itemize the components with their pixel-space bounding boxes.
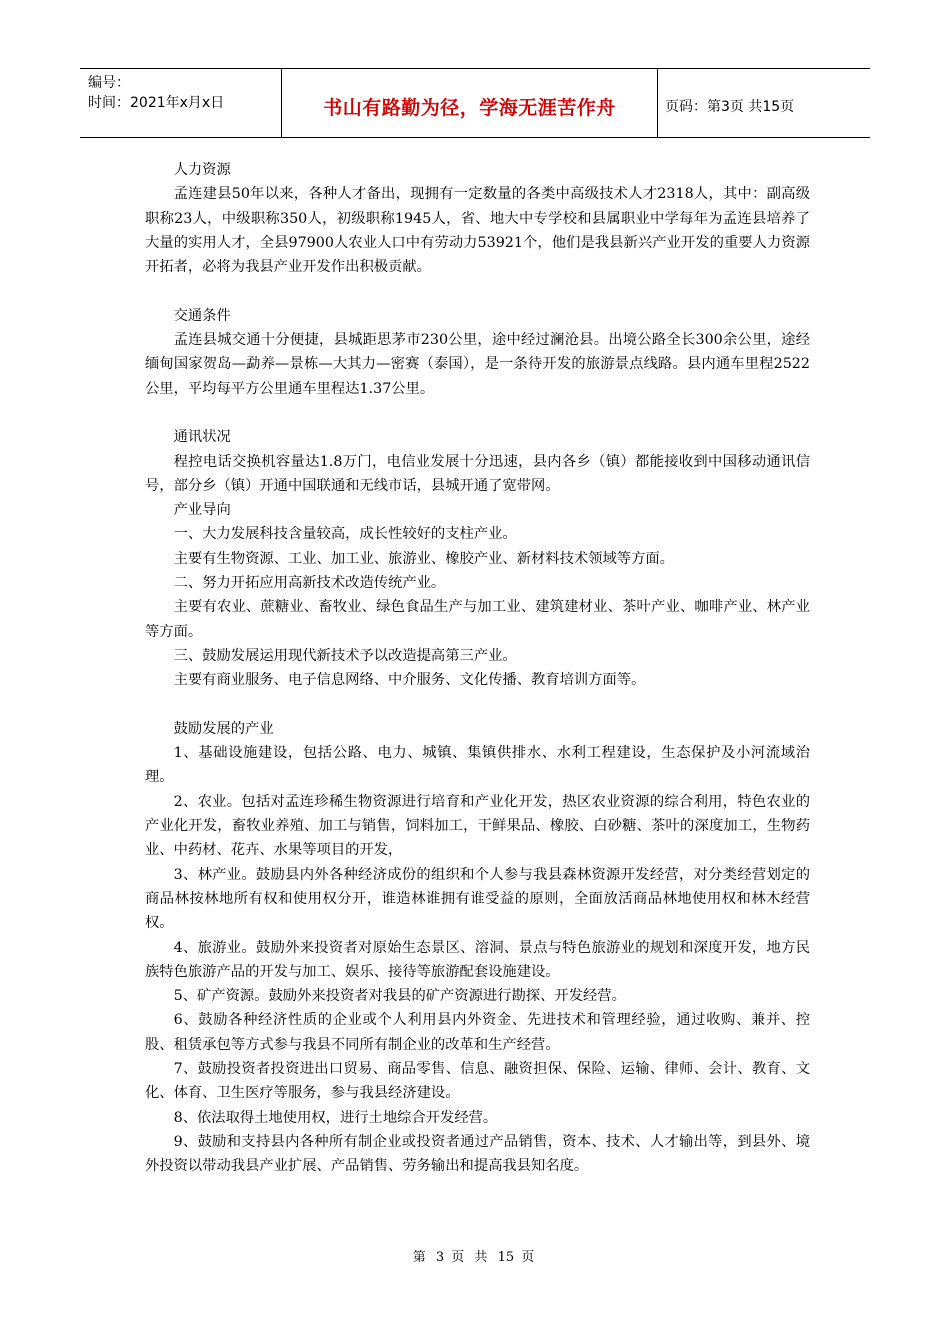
section-heading-industry-guidance: 产业导向 xyxy=(173,502,231,519)
footer-suffix: 页 xyxy=(521,1250,538,1265)
list-item: 4、旅游业。鼓励外来投资者对原始生态景区、溶洞、景点与特色旅游业的规划和深度开发，地方民族特色旅游产品的开发与加工、娱乐、接待等旅游配套设施建设。 xyxy=(145,939,810,980)
footer-prefix: 第 xyxy=(412,1250,429,1265)
paragraph: 孟连建县50年以来，各种人才备出，现拥有一定数量的各类中高级技术人才2318人，其中：副高级职称23人，中级职称350人，初级职称1945人，省、地大中专学校和县属职业中学每年为孟连县培养了大量的实用人才，全县97900人农业人口中有劳动力53921个，他们是我县新兴产业开发的重要人力资源开拓者，必将为我县产业开发作出积极贡献。 xyxy=(145,186,810,276)
paragraph: 程控电话交换机容量达1.8万门，电信业发展十分迅速，县内各乡（镇）都能接收到中国移动通讯信号，部分乡（镇）开通中国联通和无线市话，县城开通了宽带网。 xyxy=(145,453,810,494)
document-date-label: 时间：2021年x月x日 xyxy=(88,95,225,111)
list-item: 6、鼓励各种经济性质的企业或个人利用县内外资金、先进技术和管理经验，通过收购、兼并、控股、租赁承包等方式参与我县不同所有制企业的改革和生产经营。 xyxy=(145,1012,810,1053)
paragraph: 一、大力发展科技含量较高，成长性较好的支柱产业。 xyxy=(173,526,517,543)
footer-total-pages: 15 xyxy=(497,1250,515,1265)
list-item: 2、农业。包括对孟连珍稀生物资源进行培育和产业化开发，热区农业资源的综合利用，特色农业的产业化开发，畜牧业养殖、加工与销售，饲料加工，干鲜果品、橡胶、白砂糖、茶叶的深度加工，生物药业、中药材、花卉、水果等项目的开发， xyxy=(145,793,810,859)
list-item: 9、鼓励和支持县内各种所有制企业或投资者通过产品销售，资本、技术、人才输出等，到县外、境外投资以带动我县产业扩展、产品销售、劳务输出和提高我县知名度。 xyxy=(145,1133,810,1175)
list-item: 7、鼓励投资者投资进出口贸易、商品零售、信息、融资担保、保险、运输、律师、会计、教育、文化、体育、卫生医疗等服务，参与我县经济建设。 xyxy=(145,1060,810,1102)
footer-page-number: 3 xyxy=(435,1250,445,1265)
document-number-label: 编号： xyxy=(88,75,130,91)
section-heading-transportation: 交通条件 xyxy=(173,307,231,324)
list-item: 1、基础设施建设，包括公路、电力、城镇、集镇供排水、水利工程建设，生态保护及小河流域治理。 xyxy=(145,745,810,786)
paragraph: 三、鼓励发展运用现代新技术予以改造提高第三产业。 xyxy=(173,647,517,664)
page-footer xyxy=(0,1246,950,1265)
list-item: 8、依法取得土地使用权，进行土地综合开发经营。 xyxy=(173,1109,498,1126)
paragraph: 主要有农业、蔗糖业、畜牧业、绿色食品生产与加工业、建筑建材业、茶叶产业、咖啡产业、林产业等方面。 xyxy=(145,599,810,640)
header-page-cell xyxy=(658,69,870,137)
header-meta xyxy=(80,69,282,137)
section-heading-encouraged-industries: 鼓励发展的产业 xyxy=(173,720,274,737)
paragraph: 主要有生物资源、工业、加工业、旅游业、橡胶产业、新材料技术领域等方面。 xyxy=(173,550,674,567)
list-item: 3、林产业。鼓励县内外各种经济成份的组织和个人参与我县森林资源开发经营，对分类经营划定的商品林按林地所有权和使用权分开，谁造林谁拥有谁受益的原则，全面放活商品林地使用权和林木经营权。 xyxy=(145,866,810,932)
section-heading-communication: 通讯状况 xyxy=(173,429,231,446)
document-body xyxy=(145,158,810,1178)
footer-middle: 页 共 xyxy=(451,1250,491,1265)
section-heading-human-resources: 人力资源 xyxy=(173,162,231,178)
list-item: 5、矿产资源。鼓励外来投资者对我县的矿产资源进行勘探、开发经营。 xyxy=(173,988,626,1005)
paragraph: 主要有商业服务、电子信息网络、中介服务、文化传播、教育培训方面等。 xyxy=(173,672,646,689)
header-motto-cell xyxy=(282,69,658,137)
header-page-label: 页码：第3页 共15页 xyxy=(665,99,795,115)
page-header xyxy=(80,68,870,138)
paragraph: 孟连县城交通十分便捷，县城距思茅市230公里，途中经过澜沧县。出境公路全长300余公里，途经缅甸国家贺岛—勐养—景栋—大其力—密赛（泰国），是一条待开发的旅游景点线路。县内通车里程2522公里，平均每平方公里通车里程达1.37公里。 xyxy=(145,332,810,397)
paragraph: 二、努力开拓应用高新技术改造传统产业。 xyxy=(173,575,446,592)
header-motto: 书山有路勤为径，学海无涯苦作舟 xyxy=(323,96,616,119)
